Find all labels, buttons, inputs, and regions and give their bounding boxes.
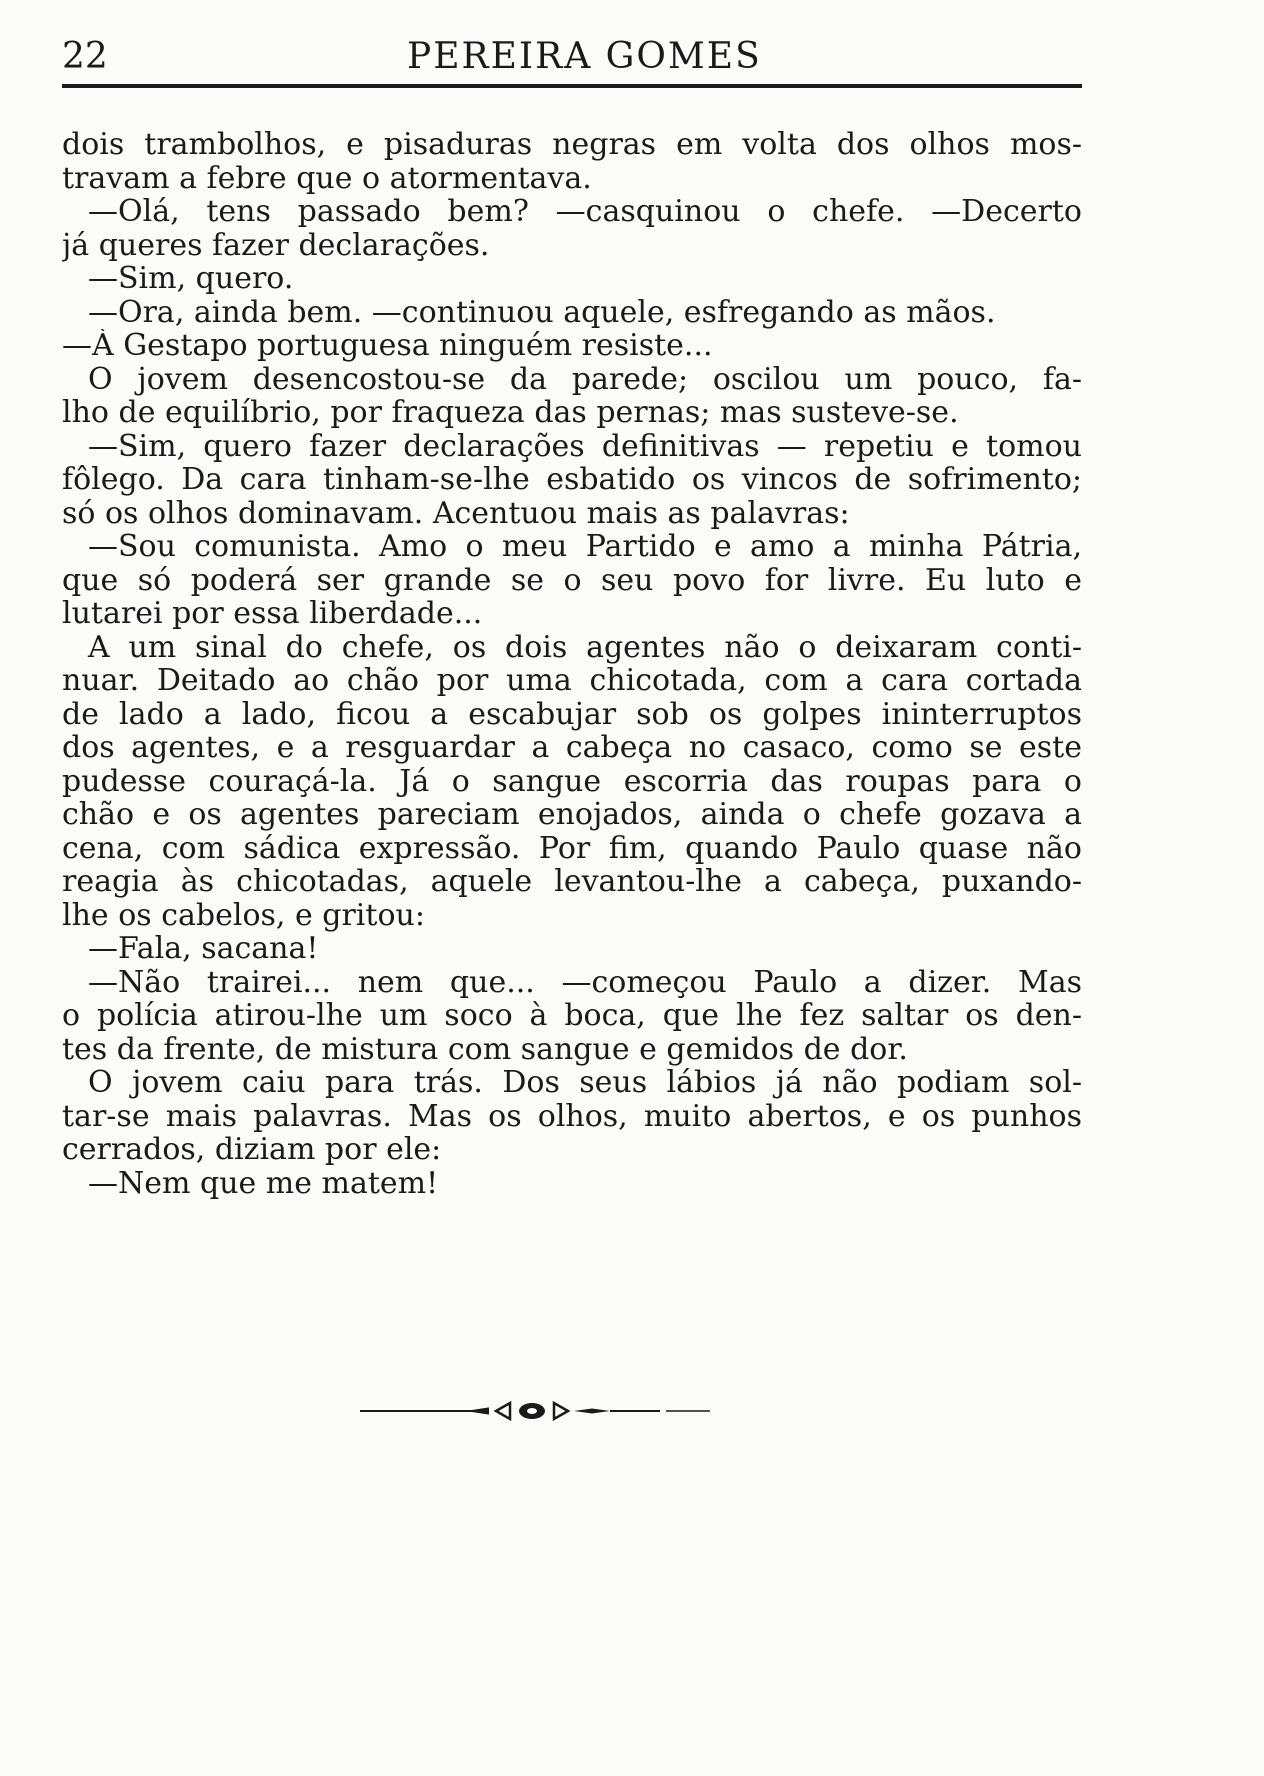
text-line: só os olhos dominavam. Acentuou mais as palavras: bbox=[62, 496, 850, 530]
text-line: —Sim, quero fazer declarações definitivas — repetiu e tomou bbox=[88, 429, 1082, 463]
text-line: o polícia atirou-lhe um soco à boca, que lhe fez saltar os den- bbox=[62, 999, 1082, 1033]
text-line: reagia às chicotadas, aquele levantou-lhe a cabeça, puxando- bbox=[62, 865, 1082, 899]
text-line: que só poderá ser grande se o seu povo for livre. Eu luto e bbox=[62, 563, 1082, 597]
text-line: A um sinal do chefe, os dois agentes não o deixaram conti- bbox=[88, 630, 1082, 664]
running-head bbox=[62, 28, 1082, 80]
text-line: cerrados, diziam por ele: bbox=[62, 1133, 442, 1167]
text-line: já queres fazer declarações. bbox=[62, 228, 490, 262]
text-line: —Sim, quero. bbox=[88, 262, 294, 296]
text-line: —Nem que me matem! bbox=[88, 1166, 439, 1200]
text-line: pudesse couraçá-la. Já o sangue escorria das roupas para o bbox=[62, 764, 1082, 798]
text-line: —Ora, ainda bem. —continuou aquele, esfregando as mãos. bbox=[88, 295, 996, 329]
text-line: travam a febre que o atormentava. bbox=[62, 161, 592, 195]
text-line: dois trambolhos, e pisaduras negras em volta dos olhos mos- bbox=[62, 128, 1082, 162]
text-line: —Olá, tens passado bem? —casquinou o chefe. —Decerto bbox=[88, 195, 1082, 229]
text-line: cena, com sádica expressão. Por fim, quando Paulo quase não bbox=[62, 831, 1082, 865]
text-line: tar-se mais palavras. Mas os olhos, muito abertos, e os punhos bbox=[62, 1099, 1082, 1133]
text-line: —Fala, sacana! bbox=[88, 932, 319, 966]
text-line: tes da frente, de mistura com sangue e gemidos de dor. bbox=[62, 1032, 908, 1066]
text-line: dos agentes, e a resguardar a cabeça no casaco, como se este bbox=[62, 731, 1082, 765]
book-title: PEREIRA GOMES bbox=[407, 36, 762, 77]
text-line: O jovem caiu para trás. Dos seus lábios já não podiam sol- bbox=[88, 1066, 1082, 1100]
text-line: —Sou comunista. Amo o meu Partido e amo a minha Pátria, bbox=[88, 530, 1082, 564]
text-line: chão e os agentes pareciam enojados, ainda o chefe gozava a bbox=[62, 798, 1082, 832]
section-end-ornament-icon bbox=[360, 1398, 750, 1424]
text-line: de lado a lado, ficou a escabujar sob os golpes ininterruptos bbox=[62, 697, 1082, 731]
body-text bbox=[62, 128, 1082, 1200]
text-line: fôlego. Da cara tinham-se-lhe esbatido os vincos de sofrimento; bbox=[62, 463, 1082, 497]
page-number: 22 bbox=[62, 36, 108, 77]
text-line: lho de equilíbrio, por fraqueza das pernas; mas susteve-se. bbox=[62, 396, 959, 430]
text-line: nuar. Deitado ao chão por uma chicotada, com a cara cortada bbox=[62, 664, 1082, 698]
text-line: —Não trairei... nem que... —começou Paulo a dizer. Mas bbox=[88, 965, 1082, 999]
text-line: lhe os cabelos, e gritou: bbox=[62, 898, 425, 932]
text-line: lutarei por essa liberdade... bbox=[62, 597, 483, 631]
text-line: O jovem desencostou-se da parede; oscilou um pouco, fa- bbox=[88, 362, 1082, 396]
text-line: —À Gestapo portuguesa ninguém resiste... bbox=[62, 329, 713, 363]
header-rule bbox=[62, 84, 1082, 88]
